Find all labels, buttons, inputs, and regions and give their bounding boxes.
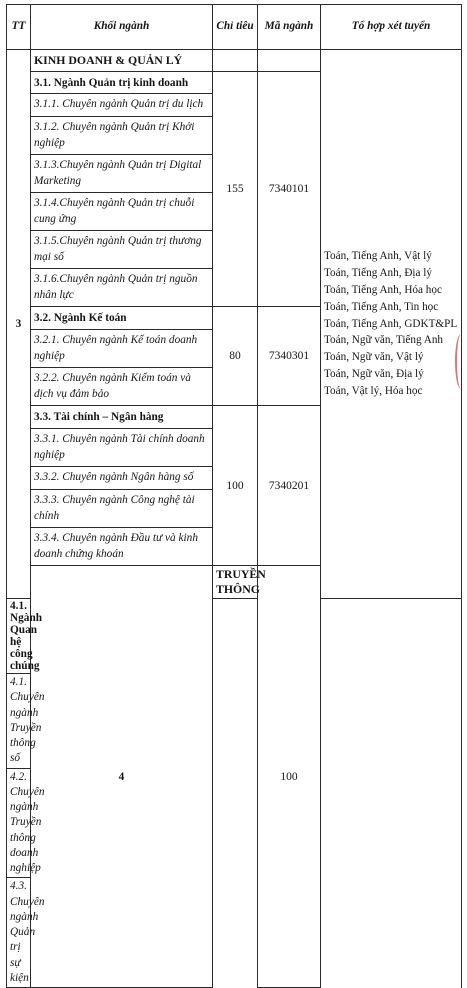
major-code: 7340101 xyxy=(258,72,321,307)
combo-item: Toán, Tiếng Anh, Tin học xyxy=(324,300,439,313)
empty-cell xyxy=(258,50,321,72)
quota: 80 xyxy=(213,307,258,406)
specialization: 3.3.1. Chuyên ngành Tài chính doanh nghiệp xyxy=(31,429,213,467)
section-title: TRUYỀN THÔNG xyxy=(213,566,258,599)
specialization: 3.1.1. Chuyên ngành Quản trị du lịch xyxy=(31,94,213,117)
specialization: 3.3.2. Chuyên ngành Ngân hàng số xyxy=(31,467,213,490)
specialization: 3.1.5.Chuyên ngành Quản trị thương mại số xyxy=(31,231,213,269)
combo-item: Toán, Ngữ văn, Địa lý xyxy=(324,367,424,380)
major-title: 4.1. Ngành Quan hệ công chúng xyxy=(7,599,31,674)
admission-combos xyxy=(321,50,462,599)
specialization: 3.2.1. Chuyên ngành Kế toán doanh nghiệp xyxy=(31,330,213,368)
specialization: 3.1.6.Chuyên ngành Quản trị nguồn nhân lực xyxy=(31,269,213,307)
section-number: 4 xyxy=(31,566,213,988)
empty-cell xyxy=(213,50,258,72)
specialization: 3.2.2. Chuyên ngành Kiểm toán và dịch vụ đảm bảo xyxy=(31,368,213,406)
header-chi-tieu: Chỉ tiêu xyxy=(213,5,258,50)
specialization: 3.3.3. Chuyên ngành Công nghệ tài chính xyxy=(31,490,213,528)
combo-item: Toán, Tiếng Anh, GDKT&PL xyxy=(324,317,458,330)
specialization: 3.3.4. Chuyên ngành Đầu tư và kinh doanh chứng khoán xyxy=(31,528,213,566)
combo-item: Toán, Tiếng Anh, Hóa học xyxy=(324,284,442,296)
combo-item: Toán, Tiếng Anh, Vật lý xyxy=(324,250,432,263)
major-title: 3.3. Tài chính – Ngân hàng xyxy=(31,406,213,429)
specialization: 3.1.4.Chuyên ngành Quản trị chuỗi cung ứng xyxy=(31,193,213,231)
header-khoi-nganh: Khối ngành xyxy=(31,5,213,50)
combo-item: Toán, Tiếng Anh, Địa lý xyxy=(324,267,432,280)
quota: 100 xyxy=(258,566,321,988)
section-number: 3 xyxy=(7,50,31,599)
quota: 155 xyxy=(213,72,258,307)
specialization: 4.2. Chuyên ngành Truyền thông doanh nghiệp xyxy=(7,768,31,878)
header-to-hop: Tổ hợp xét tuyển xyxy=(321,5,462,50)
quota: 100 xyxy=(213,406,258,566)
section-title: KINH DOANH & QUẢN LÝ xyxy=(31,50,213,72)
combo-item: Toán, Ngữ văn, Tiếng Anh xyxy=(324,334,444,347)
major-title: 3.1. Ngành Quản trị kinh doanh xyxy=(31,72,213,94)
major-code: 7340201 xyxy=(258,406,321,566)
specialization: 3.1.2. Chuyên ngành Quản trị Khởi nghiệp xyxy=(31,117,213,155)
specialization: 4.1. Chuyên ngành Truyền thông số xyxy=(7,674,31,769)
header-ma-nganh: Mã ngành xyxy=(258,5,321,50)
header-tt: TT xyxy=(7,5,31,50)
major-title: 3.2. Ngành Kế toán xyxy=(31,307,213,330)
specialization: 3.1.3.Chuyên ngành Quản trị Digital Marketing xyxy=(31,155,213,193)
admissions-table xyxy=(6,4,462,988)
combo-item: Toán, Vật lý, Hóa học xyxy=(324,384,423,397)
specialization: 4.3. Chuyên ngành Quản trị sự kiện xyxy=(7,878,31,988)
red-stamp-mark xyxy=(455,334,467,389)
combo-item: Toán, Ngữ văn, Vật lý xyxy=(324,351,424,364)
major-code: 7340301 xyxy=(258,307,321,406)
page xyxy=(6,4,461,984)
section-row xyxy=(7,50,462,72)
header-row xyxy=(7,5,462,50)
